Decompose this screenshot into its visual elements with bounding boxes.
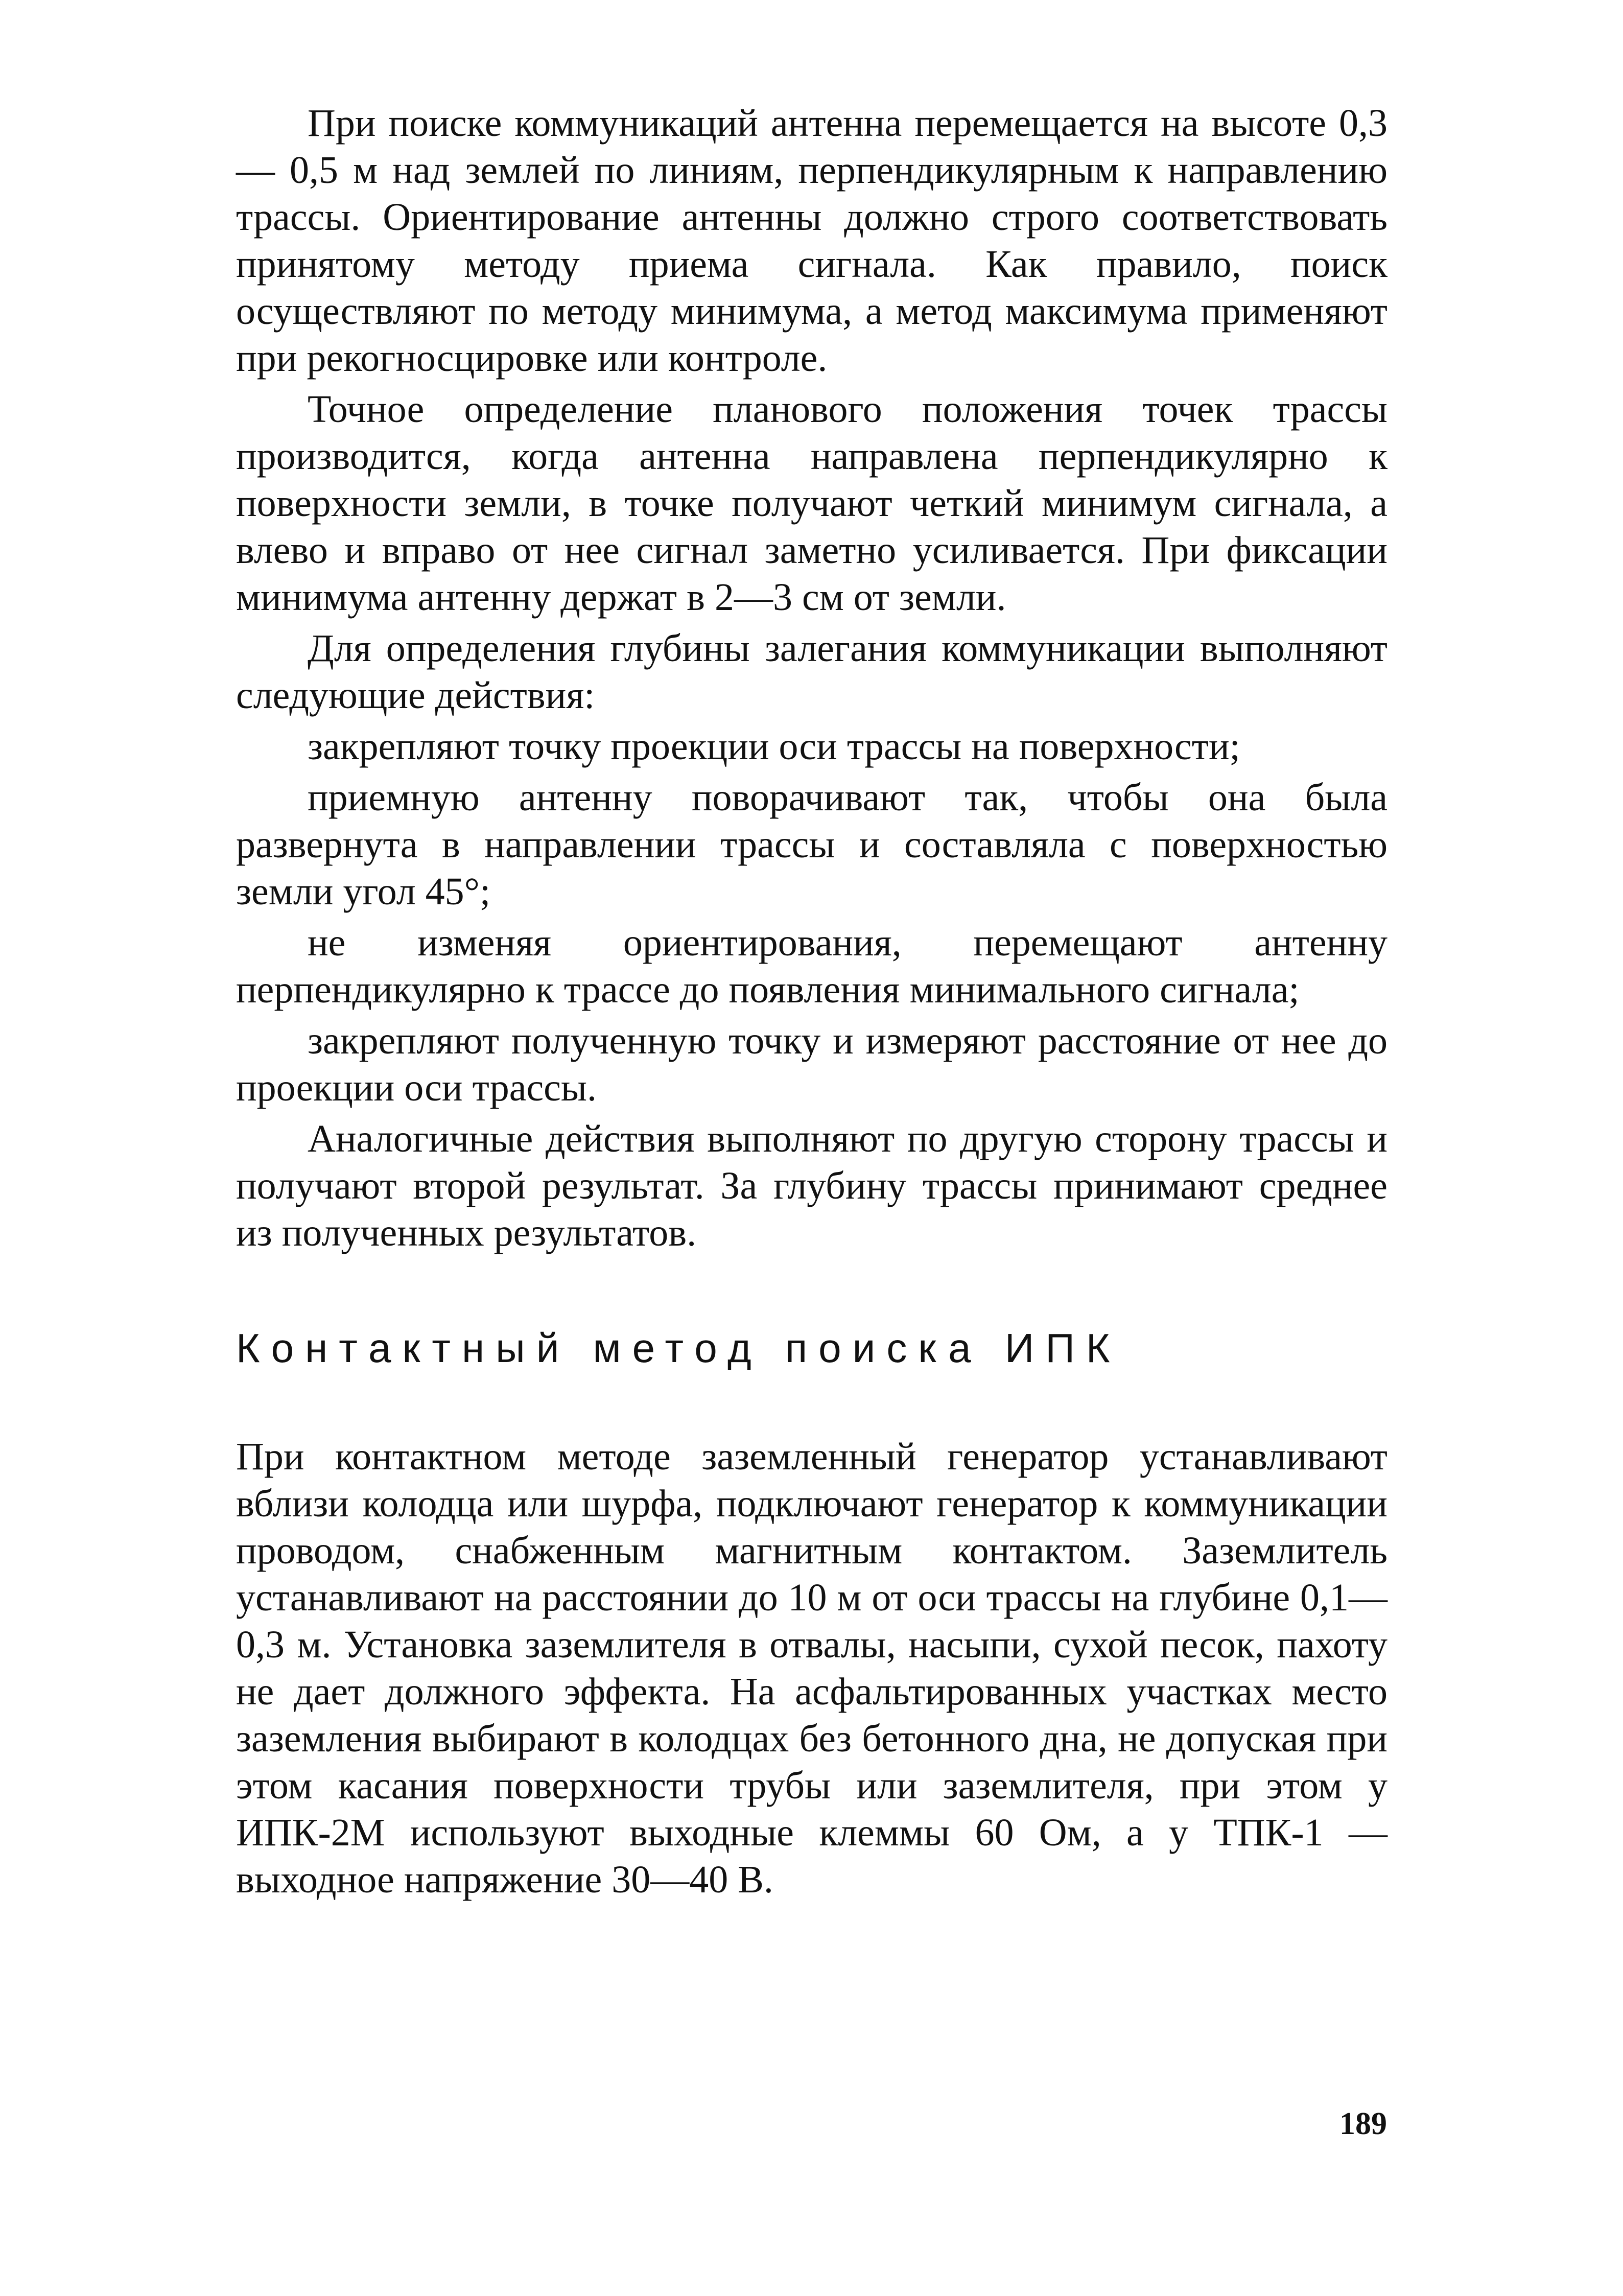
paragraph-step-rotate-antenna: приемную антенну поворачивают так, чтобы она была развернута в направлении трассы и составляла с поверхностью земли угол 45°; [236, 776, 1387, 913]
paragraph-depth-intro: Для определения глубины залегания коммуникации выполняют следующие действия: [236, 627, 1387, 717]
paragraph-step-fix-point: закрепляют точку проекции оси трассы на поверхности; [308, 725, 1240, 768]
paragraph-antenna-height: При поиске коммуникаций антенна перемещается на высоте 0,3 — 0,5 м над землей по линиям, перпендикулярным к направлению трассы. Ориентирование антенны должно строго соответствовать принятому методу приема сигнала. Как правило, поиск осуществляют по методу минимума, а метод максимума применяют при рекогносцировке или контроле. [236, 102, 1387, 380]
section-heading: Контактный метод поиска ИПК [236, 1325, 1121, 1371]
page-number: 189 [1339, 2106, 1387, 2141]
paragraph-contact-method: При контактном методе заземленный генератор устанавливают вблизи колодца или шурфа, подключают генератор к коммуникации проводом, снабженным магнитным контактом. Заземлитель устанавливают на расстоянии до 10 м от оси трассы на глубине 0,1—0,3 м. Установка заземлителя в отвалы, насыпи, сухой песок, пахоту не дает должного эффекта. На асфальтированных участках место заземления выбирают в колодцах без бетонного дна, не допуская при этом касания поверхности трубы или заземлителя, при этом у ИПК-2М используют выходные клеммы 60 Ом, а у ТПК-1 — выходное напряжение 30—40 В. [236, 1435, 1387, 1901]
paragraph-step-move-antenna: не изменяя ориентирования, перемещают антенну перпендикулярно к трассе до появления минимального сигнала; [236, 921, 1387, 1011]
paragraph-plan-position: Точное определение планового положения точек трассы производится, когда антенна направлена перпендикулярно к поверхности земли, в точке получают четкий минимум сигнала, а влево и вправо от нее сигнал заметно усиливается. При фиксации минимума антенну держат в 2—3 см от земли. [236, 388, 1387, 619]
paragraph-step-measure: закрепляют полученную точку и измеряют расстояние от нее до проекции оси трассы. [236, 1019, 1387, 1109]
paragraph-average-depth: Аналогичные действия выполняют по другую сторону трассы и получают второй результат. За глубину трассы принимают среднее из полученных результатов. [236, 1117, 1387, 1254]
page-content [236, 100, 1387, 1903]
